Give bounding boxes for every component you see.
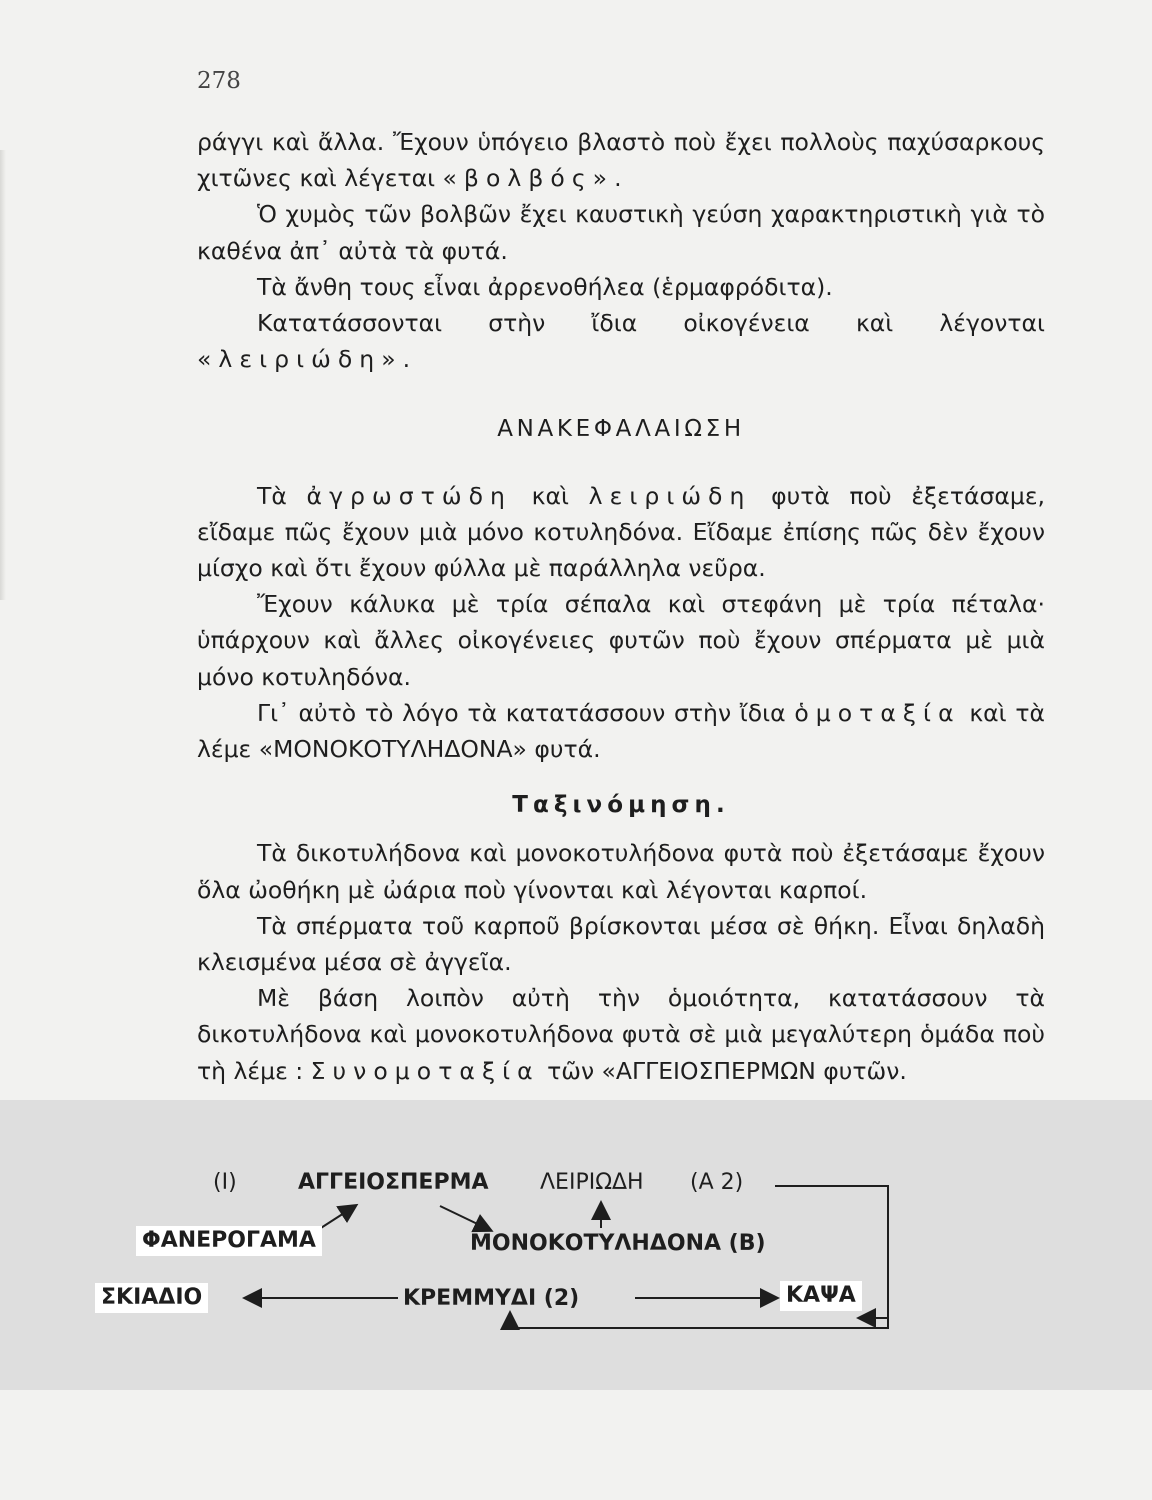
paragraph-10: [197, 980, 1045, 1089]
text-run: καὶ: [511, 481, 589, 510]
page-edge-shadow: [0, 150, 6, 600]
monokotylidona-label: ΜΟΝΟΚΟΤΥΛΗΔΟΝΑ (Β): [470, 1231, 766, 1256]
paragraph-6: Ἔχουν κάλυκα μὲ τρία σέπαλα καὶ στεφάνη μὲ τρία πέταλα· ὑπάρχουν καὶ ἄλλες οἰκογένειες φυτῶν ποὺ ἔχουν σπέρματα μὲ μιὰ μόνο κοτυληδόνα.: [197, 590, 1045, 691]
body-text: [197, 124, 1045, 1089]
paragraph-2: Ὁ χυμὸς τῶν βολβῶν ἔχει καυστικὴ γεύση χαρακτηριστικὴ γιὰ τὸ καθένα ἀπ᾽ αὐτὰ τὰ φυτά.: [197, 200, 1045, 265]
paragraph-7: [197, 695, 1045, 767]
paragraph-8: Τὰ δικοτυλήδονα καὶ μονοκοτυλήδονα φυτὰ ποὺ ἐξετάσαμε ἔχουν ὅλα ὠοθήκη μὲ ὠάρια ποὺ γίνονται καὶ λέγονται καρποί.: [197, 839, 1045, 904]
kapsa-label: ΚΑΨΑ: [780, 1281, 862, 1311]
arrow-to-monokotylidona: [440, 1206, 490, 1230]
text-run: Γι᾽ αὐτὸ τὸ λόγο τὰ κατατάσσουν στὴν ἴδια: [257, 698, 795, 727]
paragraph-5: [197, 478, 1045, 587]
text-run: φυτὰ ποὺ ἐξετάσαμε, εἴδαμε πῶς ἔχουν μιὰ μόνο κοτυληδόνα. Εἴδαμε ἐπίσης πῶς δὲν ἔχουν μίσχο καὶ ὅτι ἔχουν φύλλα μὲ παράλληλα νεῦρα.: [197, 481, 1045, 583]
kremmydi-label: ΚΡΕΜΜΥΔΙ (2): [403, 1286, 580, 1311]
skiadio-label: ΣΚΙΑΔΙΟ: [95, 1283, 208, 1313]
bracket-arrow-bottom: [510, 1314, 888, 1328]
section-heading: ΑΝΑΚΕΦΑΛΑΙΩΣΗ: [497, 416, 745, 443]
term-synomotaxia: Συνομοταξία: [310, 1056, 540, 1085]
faneroggama-label: ΦΑΝΕΡΟΓΑΜΑ: [136, 1226, 322, 1256]
text-run: καὶ τὰ λέμε «ΜΟΝΟΚΟΤΥΛΗΔΟΝΑ» φυτά.: [197, 698, 1045, 764]
paragraph-9: Τὰ σπέρματα τοῦ καρποῦ βρίσκονται μέσα σὲ θήκη. Εἶναι δηλαδὴ κλεισμένα μέσα σὲ ἀγγεῖα.: [197, 911, 1045, 977]
text-run: Μὲ βάση λοιπὸν αὐτὴ τὴν ὁμοιότητα, κατατάσσουν τὰ δικοτυλήδονα καὶ μονοκοτυλήδονα φυτὰ σὲ μιὰ μεγαλύτερη ὁμάδα ποὺ τὴ λέμε :: [197, 984, 1045, 1085]
term-volvos: «βολβός»: [442, 164, 615, 193]
term-agrostodi: ἀγρωστώδη: [306, 481, 512, 510]
text-run: Τὰ: [257, 481, 307, 510]
text-run: Κατατάσσονται στὴν ἴδια οἰκογένεια καὶ λέγονται: [257, 309, 1045, 338]
term-omotaxia: ὁμοταξία: [794, 698, 961, 727]
page-number: 278: [197, 68, 241, 94]
a2-label: (Α 2): [690, 1170, 744, 1195]
term-leiriodi: λειριώδη: [588, 481, 752, 510]
roman-numeral-label: (Ι): [213, 1170, 237, 1195]
subheading-taxinomisi: Ταξινόμηση.: [512, 792, 730, 819]
angeiosperma-label: ΑΓΓΕΙΟΣΠΕΡΜΑ: [298, 1170, 489, 1195]
text-run: .: [614, 164, 622, 193]
text-run: ράγγι καὶ ἄλλα. Ἔχουν ὑπόγειο βλαστὸ ποὺ ἔχει πολλοὺς παχύσαρκους χιτῶνες καὶ λέγεται: [197, 128, 1045, 193]
classification-diagram: [0, 1100, 1152, 1390]
leiriodi-label: ΛΕΙΡΙΩΔΗ: [540, 1170, 644, 1195]
text-run: .: [402, 345, 411, 374]
term-leiriodi: «λειριώδη»: [197, 345, 403, 374]
paragraph-3: Τὰ ἄνθη τους εἶναι ἀρρενοθήλεα (ἑρμαφρόδιτα).: [257, 272, 833, 301]
text-run: τῶν «ΑΓΓΕΙΟΣΠΕΡΜΩΝ φυτῶν.: [539, 1056, 907, 1085]
paragraph-4: [197, 305, 1045, 377]
paragraph-1: [197, 124, 1045, 196]
